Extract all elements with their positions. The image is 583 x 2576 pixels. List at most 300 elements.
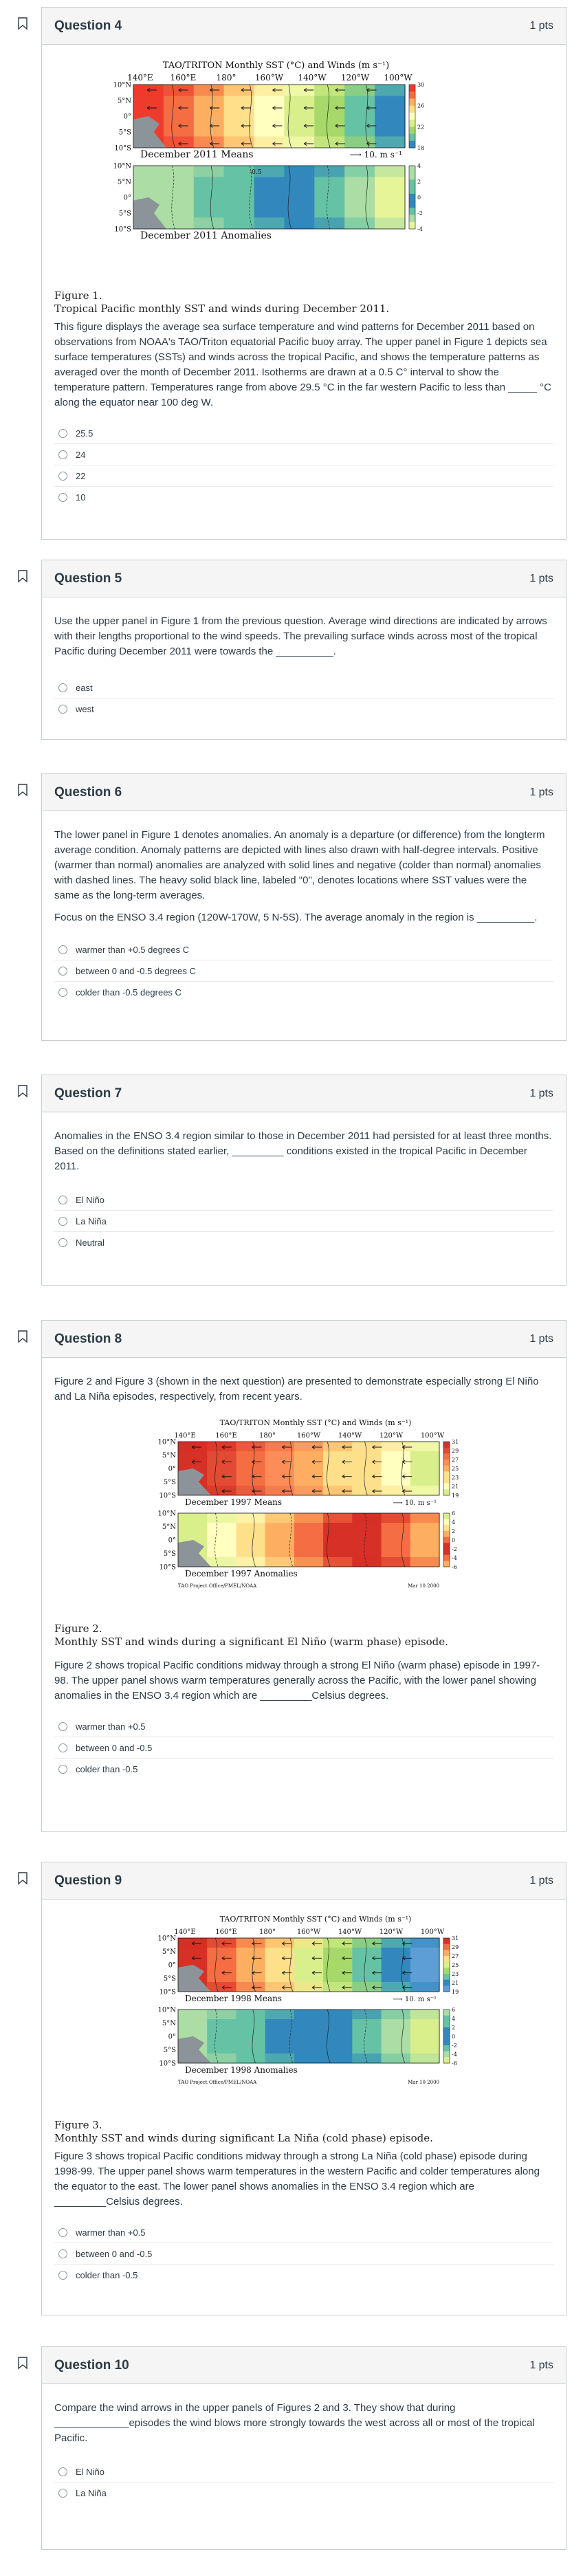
answer-label: El Niño [76,2466,104,2477]
latitude-label: 5°N [117,178,131,186]
radio-button[interactable] [58,988,67,997]
color-scale-segment [443,1962,450,1968]
color-scale-label: 2 [452,1528,456,1534]
color-scale-label: 26 [417,102,425,109]
longitude-label: 100°W [384,73,412,82]
color-scale-label: 19 [452,1989,459,1995]
answer-option[interactable] [54,2243,553,2264]
longitude-label: 140°E [127,73,153,82]
answer-option[interactable] [54,465,553,486]
color-scale-label: -6 [452,1564,457,1570]
figure-3 [130,1911,553,2113]
figure-caption-title: Tropical Pacific monthly SST and winds during December 2011. [54,302,390,315]
color-scale-segment [443,1471,450,1477]
radio-button[interactable] [58,2489,67,2498]
answer-option[interactable] [54,1189,553,1210]
latitude-label: 5°S [163,1975,176,1983]
answer-option[interactable] [54,981,553,1002]
answer-option[interactable] [54,939,553,960]
answer-list [54,423,553,507]
wind-scale-label: ⟶ 10. m s⁻¹ [393,1499,437,1507]
answer-label: east [76,682,93,693]
sst-figure-image [130,1414,487,1614]
question-points: 1 pts [529,19,553,32]
color-scale-label: 4 [452,2016,456,2022]
question-card-6 [41,773,566,1041]
flag-question-icon[interactable] [17,16,28,30]
color-scale-label: -2 [452,1546,457,1552]
sst-color-band [236,2054,265,2063]
figure-credit: TAO Project Office/PMEL/NOAA [178,1583,257,1589]
answer-option[interactable] [54,1737,553,1758]
sst-color-band [410,2054,440,2063]
color-scale-label: 2 [417,179,421,185]
color-scale-segment [443,1484,450,1490]
longitude-label: 120°W [379,1928,404,1936]
sst-color-band [265,2054,295,2063]
latitude-label: 0° [168,1537,176,1545]
figure-date: Mar 10 2000 [408,2080,439,2085]
radio-button[interactable] [58,1743,67,1752]
color-scale-segment [443,1980,450,1986]
answer-option[interactable] [54,1231,553,1253]
latitude-label: 5°N [162,1523,176,1531]
color-scale-segment [443,1938,450,1944]
color-scale-label: 4 [417,163,421,169]
question-title: Question 10 [54,2357,129,2373]
sst-color-band [352,1442,382,1451]
sst-figure-image [54,57,467,280]
question-header [42,8,566,45]
answer-option[interactable] [54,1758,553,1779]
radio-button[interactable] [58,1217,67,1226]
upper-panel-label: December 1997 Means [185,1497,283,1507]
sst-color-band [236,2010,265,2019]
radio-button[interactable] [58,705,67,714]
sst-color-band [224,217,254,229]
answer-option[interactable] [54,2222,553,2243]
question-text: This figure displays the average sea surface temperature and wind patterns for December 2011 based on observations from NOAA's TAO/Triton equatorial Pacific buoy array. The upper panel in Figure 1 depicts sea surface temperatures (SSTs) and winds across the tropical Pacific, and shows the temperature patterns as averaged over the month of December 2011. Isotherms are drawn at a 0.5 C° interval to show the temperature pattern. Temperatures range from above 29.5 °C in the far western Pacific to less than _____ °C along the equator near 100 deg W. [54,321,551,408]
sst-mean-panel [158,1935,440,1996]
sst-color-band [265,1557,295,1567]
answer-label: colder than -0.5 [76,1763,138,1774]
answer-option[interactable] [54,677,553,698]
color-scale-segment [443,1460,450,1466]
latitude-label: 5°N [117,97,131,105]
longitude-label: 160°E [215,1432,237,1440]
sst-anomaly-panel [158,2007,440,2068]
answer-label: La Niña [76,1215,107,1226]
question-header [42,1321,566,1358]
longitude-label: 140°E [174,1928,196,1936]
answer-label: warmer than +0.5 [76,2227,146,2238]
answer-list [54,1716,553,1779]
figure-header: TAO/TRITON Monthly SST (°C) and Winds (m s⁻¹) [162,60,390,71]
lower-panel-label: December 2011 Anomalies [140,230,272,241]
wind-scale-label: ⟶ 10. m s⁻¹ [393,1996,437,2003]
color-scale-label: 31 [452,1439,459,1445]
sst-color-band [265,2010,295,2019]
sst-color-band [382,1513,411,1523]
latitude-label: 0° [123,194,131,202]
color-scale-segment [443,1549,450,1555]
latitude-label: 10°S [159,1988,176,1996]
color-scale-segment [409,215,415,223]
figure-caption [54,289,553,316]
sst-color-band [352,1513,382,1523]
longitude-label: 160°W [296,1432,321,1440]
color-scale-label: 29 [452,1448,459,1454]
longitude-label: 100°W [420,1928,445,1936]
color-scale-segment [409,187,415,195]
color-scale-label: 21 [452,1484,459,1490]
answer-option[interactable] [54,698,553,719]
sst-color-band [382,2010,411,2019]
answer-option[interactable] [54,2461,553,2482]
longitude-label: 140°W [298,73,327,82]
color-scale-segment [443,1944,450,1950]
sst-color-band [207,1513,236,1523]
question-points: 1 pts [529,572,553,584]
longitude-label: 180° [216,73,236,82]
sst-color-band [207,1486,236,1495]
sst-color-band [224,136,254,148]
sst-color-band [294,1513,324,1523]
question-title: Question 7 [54,1086,122,1101]
sst-color-band [164,166,194,177]
answer-option[interactable] [54,2482,553,2503]
question-text: Figure 2 and Figure 3 (shown in the next question) are presented to demonstrate especially strong El Niño and La Niña episodes, respectively, from recent years. [54,1376,539,1402]
sst-figure-image [130,1911,487,2110]
color-scale-segment [409,194,415,201]
sst-color-band [344,166,375,177]
color-scale-segment [443,1974,450,1980]
color-scale-label: 29 [452,1944,459,1950]
sst-color-band [294,1557,324,1567]
question-title: Question 5 [54,571,122,586]
latitude-label: 10°N [157,1935,176,1943]
latitude-label: 10°S [114,225,131,234]
color-scale-segment [409,113,415,120]
color-scale-segment [443,1555,450,1561]
color-scale-label: -2 [452,2043,457,2049]
latitude-label: 10°S [159,1563,176,1572]
sst-color-band [352,2010,382,2019]
flag-question-icon[interactable] [17,1084,28,1098]
sst-color-band [265,1982,295,1992]
sst-color-band [254,136,285,148]
answer-label: La Niña [76,2487,107,2498]
sst-color-band [194,85,224,96]
radio-button[interactable] [58,967,67,976]
sst-color-band [382,1982,411,1992]
flag-question-icon[interactable] [17,1330,28,1343]
sst-color-band [344,217,375,229]
color-scale [443,1439,459,1499]
color-scale-segment [443,1466,450,1472]
sst-color-band [344,136,375,148]
radio-button[interactable] [58,2271,67,2280]
latitude-label: 10°S [159,1492,176,1500]
figure-caption-title: Monthly SST and winds during significant La Niña (cold phase) episode. [54,2132,433,2144]
radio-button[interactable] [58,493,67,502]
color-scale-segment [443,1543,450,1549]
color-scale-label: 19 [452,1493,459,1499]
question-text: Use the upper panel in Figure 1 from the previous question. Average wind directions are indicated by arrows with their lengths proportional to the wind speeds. The prevailing surface winds across most of the tropical Pacific during December 2011 were towards the __________. [54,615,547,657]
answer-label: warmer than +0.5 degrees C [76,944,190,955]
figure-header: TAO/TRITON Monthly SST (°C) and Winds (m s⁻¹) [219,1418,412,1427]
color-scale-label: 4 [452,1519,456,1526]
upper-panel-label: December 2011 Means [140,149,254,160]
answer-label: west [76,703,94,714]
wind-scale-label: ⟶ 10. m s⁻¹ [349,150,402,159]
figure-caption-title: Monthly SST and winds during a significant El Niño (warm phase) episode. [54,1636,448,1648]
color-scale-label: 2 [452,2025,456,2031]
answer-label: 25.5 [76,428,94,439]
latitude-label: 5°S [163,2047,176,2054]
color-scale [443,2007,457,2067]
sst-color-band [410,2010,440,2019]
answer-option[interactable] [54,486,553,507]
answer-list [54,2222,553,2285]
sst-color-band [382,1442,411,1451]
latitude-label: 5°S [163,1550,176,1558]
longitude-label: 160°E [215,1928,237,1936]
sst-color-band [236,1513,265,1523]
color-scale-label: 0 [417,195,421,201]
question-title: Question 9 [54,1873,122,1888]
color-scale-segment [443,2021,450,2027]
color-scale-segment [443,1968,450,1974]
sst-color-band [314,166,344,177]
latitude-label: 0° [123,113,131,121]
figure-credit: TAO Project Office/PMEL/NOAA [178,2080,257,2085]
question-title: Question 6 [54,784,122,800]
radio-button[interactable] [58,945,67,954]
color-scale-label: 21 [452,1980,459,1986]
question-header [42,1075,566,1112]
radio-button[interactable] [58,1238,67,1247]
isotherm-label: -0.5 [250,169,262,176]
color-scale-segment [409,141,415,148]
radio-button[interactable] [58,683,67,692]
question-card-5 [41,560,566,740]
answer-option[interactable] [54,1716,553,1737]
sst-color-band [294,1982,324,1992]
sst-color-band [194,166,224,177]
sst-color-band [294,2054,324,2063]
color-scale-label: -2 [417,210,423,217]
color-scale-segment [409,85,415,92]
color-scale-label: 31 [452,1935,459,1941]
color-scale-segment [443,2034,450,2040]
question-header [42,1862,566,1900]
latitude-label: 10°N [113,162,131,170]
question-card-7 [41,1075,566,1286]
color-scale-label: 25 [452,1962,459,1968]
answer-label: El Niño [76,1194,104,1205]
question-text: Figure 2 shows tropical Pacific conditions midway through a strong El Niño (warm phase) episode in 1997-98. The upper panel shows warm temperatures generally across the Pacific, with the lower panel showing anomalies in the ENSO 3.4 region which are _________Celsius degrees. [54,1660,540,1702]
answer-label: 22 [76,470,86,481]
color-scale-segment [443,2045,450,2051]
color-scale-segment [409,208,415,215]
sst-color-band [410,1982,440,1992]
answer-label: between 0 and -0.5 [76,1742,153,1753]
flag-question-icon[interactable] [17,2356,28,2370]
sst-color-band [294,1442,324,1451]
radio-button[interactable] [58,1196,67,1204]
answer-label: 10 [76,492,86,503]
sst-anomaly-panel [158,1510,440,1572]
longitude-label: 160°W [296,1928,321,1936]
question-points: 1 pts [529,1332,553,1345]
answer-list [54,2461,553,2503]
color-scale-label: 6 [452,2007,456,2013]
answer-option[interactable] [54,2264,553,2285]
radio-button[interactable] [58,2249,67,2258]
latitude-label: 5°N [162,2020,176,2027]
sst-color-band [133,166,164,177]
sst-color-band [265,1486,295,1495]
color-scale-segment [409,201,415,208]
sst-color-band [375,85,405,96]
sst-color-band [294,1486,324,1495]
color-scale-segment [443,1531,450,1537]
radio-button[interactable] [58,429,67,438]
flag-question-icon[interactable] [17,569,28,583]
radio-button[interactable] [58,450,67,459]
longitude-label: 140°W [338,1432,362,1440]
color-scale-label: -4 [452,2051,457,2058]
radio-button[interactable] [58,1722,67,1731]
radio-button[interactable] [58,472,67,481]
question-header [42,560,566,597]
sst-color-band [194,217,224,229]
latitude-label: 10°S [114,144,131,153]
color-scale-label: 27 [452,1953,459,1959]
sst-color-band [207,2010,236,2019]
color-scale-segment [443,1453,450,1460]
color-scale [409,82,424,151]
question-card-9 [41,1862,566,2315]
question-title: Question 8 [54,1331,122,1346]
color-scale-segment [443,2057,450,2063]
latitude-label: 0° [168,1465,176,1473]
sst-color-band [194,136,224,148]
color-scale [409,163,423,232]
sst-color-band [294,1938,324,1948]
flag-question-icon[interactable] [17,1871,28,1885]
answer-option[interactable] [54,443,553,465]
latitude-label: 5°N [162,1452,176,1460]
sst-color-band [382,1938,411,1948]
longitude-label: 180° [258,1432,276,1440]
sst-color-band [236,1486,265,1495]
question-header [42,2347,566,2384]
answer-option[interactable] [54,960,553,981]
question-header [42,774,566,811]
longitude-label: 120°W [340,73,370,82]
sst-color-band [375,217,405,229]
sst-color-band [164,217,194,229]
longitude-label: 100°W [420,1432,445,1440]
latitude-label: 5°S [118,129,131,137]
color-scale-segment [409,166,415,173]
latitude-label: 10°S [159,2060,176,2068]
color-scale-segment [443,1561,450,1567]
color-scale-segment [443,1519,450,1526]
longitude-label: 140°E [174,1432,196,1440]
sst-color-band [375,166,405,177]
question-card-10 [41,2346,566,2550]
flag-question-icon[interactable] [17,783,28,797]
sst-color-band [207,1938,236,1948]
longitude-label: 140°W [338,1928,362,1936]
figure-2 [130,1414,553,1617]
color-scale-segment [443,2027,450,2034]
sst-color-band [382,1557,411,1567]
figure-caption-number: Figure 1. [54,289,102,302]
latitude-label: 10°N [157,1510,176,1518]
sst-color-band [254,217,285,229]
color-scale-segment [443,1956,450,1962]
sst-color-band [236,1442,265,1451]
radio-button[interactable] [58,1765,67,1774]
longitude-label: 160°E [170,73,197,82]
sst-color-band [410,1513,440,1523]
latitude-label: 5°N [162,1948,176,1956]
answer-option[interactable] [54,423,553,443]
color-scale [443,1510,457,1570]
lower-panel-label: December 1998 Anomalies [185,2065,298,2075]
latitude-label: 0° [168,2033,176,2041]
radio-button[interactable] [58,2228,67,2237]
radio-button[interactable] [58,2467,67,2476]
sst-color-band [265,1442,295,1451]
question-card-4 [41,7,566,540]
answer-option[interactable] [54,1210,553,1231]
color-scale-label: 23 [452,1475,459,1481]
question-points: 1 pts [529,786,553,798]
color-scale-segment [409,120,415,127]
color-scale-segment [443,1513,450,1519]
sst-color-band [382,1486,411,1495]
color-scale-label: -4 [417,226,423,232]
sst-color-band [410,1442,440,1451]
sst-color-band [207,1982,236,1992]
sst-color-band [265,1513,295,1523]
answer-label: between 0 and -0.5 degrees C [76,965,196,976]
color-scale-label: 30 [417,82,425,88]
color-scale [443,1935,459,1995]
color-scale-segment [443,1537,450,1543]
latitude-label: 10°N [157,1438,176,1446]
figure-caption-number: Figure 2. [54,1622,102,1635]
color-scale-label: 23 [452,1971,459,1977]
color-scale-segment [409,222,415,230]
color-scale-label: -4 [452,1555,457,1561]
answer-label: warmer than +0.5 [76,1721,146,1732]
sst-color-band [236,1557,265,1567]
color-scale-segment [443,1985,450,1992]
color-scale-segment [409,134,415,142]
sst-color-band [236,1982,265,1992]
color-scale-label: 0 [452,1537,456,1543]
latitude-label: 10°N [113,81,131,89]
answer-label: colder than -0.5 [76,2269,138,2280]
color-scale-segment [443,1950,450,1956]
color-scale-segment [443,2010,450,2016]
